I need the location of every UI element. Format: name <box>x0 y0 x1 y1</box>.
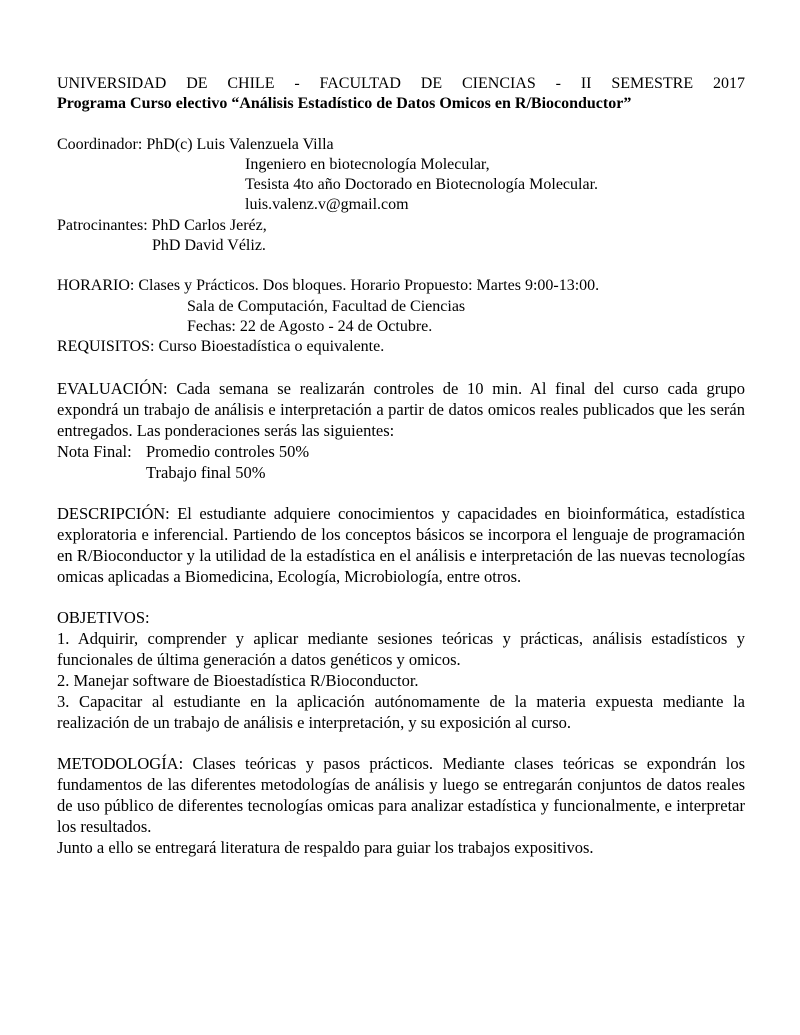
university-title-line: UNIVERSIDAD DE CHILE - FACULTAD DE CIENCIAS - II SEMESTRE 2017 <box>57 75 745 92</box>
schedule-room-line: Sala de Computación, Facultad de Ciencias <box>187 297 466 315</box>
objective-item-2: 2. Manejar software de Bioestadística R/Bioconductor. <box>57 670 419 690</box>
final-grade-label: Nota Final: <box>57 441 132 461</box>
methodology-paragraph: METODOLOGÍA: Clases teóricas y pasos prácticos. Mediante clases teóricas se expondrán los fundamentos de las diferentes metodologías de análisis y luego se entregarán conjuntos de datos reales de uso público de diferentes tecnologías omicas para analizar estadística y funcionalmente, e interpretar los resultados. <box>57 753 745 836</box>
schedule-line: HORARIO: Clases y Prácticos. Dos bloques. Horario Propuesto: Martes 9:00-13:00. <box>57 277 600 295</box>
methodology-closing-line: Junto a ello se entregará literatura de respaldo para guiar los trabajos expositivos. <box>57 837 594 857</box>
document-header <box>57 74 745 115</box>
schedule-dates-line: Fechas: 22 de Agosto - 24 de Octubre. <box>187 317 433 335</box>
sponsors-line-2: PhD David Véliz. <box>152 237 266 255</box>
coordinator-line: Coordinador: PhD(c) Luis Valenzuela Villa <box>57 135 334 153</box>
program-title-line: Programa Curso electivo “Análisis Estadístico de Datos Omicos en R/Bioconductor” <box>57 95 632 113</box>
evaluation-paragraph: EVALUACIÓN: Cada semana se realizarán controles de 10 min. Al final del curso cada grupo expondrá un trabajo de análisis e interpretación a partir de datos omicos reales publicados que les serán entregados. Las ponderaciones serás las siguientes: <box>57 378 745 440</box>
objective-item-1: 1. Adquirir, comprender y aplicar mediante sesiones teóricas y prácticas, análisis estadísticos y funcionales de última generación a datos genéticos y omicos. <box>57 628 745 669</box>
staff-section <box>57 135 745 257</box>
methodology-section <box>57 753 745 858</box>
requirements-line: REQUISITOS: Curso Bioestadística o equivalente. <box>57 338 385 356</box>
objectives-section <box>57 607 745 733</box>
description-paragraph: DESCRIPCIÓN: El estudiante adquiere conocimientos y capacidades en bioinformática, estadística exploratoria e inferencial. Partiendo de los conceptos básicos se incorpora el lenguaje de programación en R/Bioconductor y la utilidad de la estadística en el análisis e interpretación de las nuevas tecnologías omicas aplicadas a Biomedicina, Ecología, Microbiología, entre otros. <box>57 503 745 586</box>
objectives-heading: OBJETIVOS: <box>57 607 150 627</box>
evaluation-section <box>57 378 745 483</box>
coordinator-email: luis.valenz.v@gmail.com <box>245 196 409 214</box>
grade-component-2: Trabajo final 50% <box>146 462 266 482</box>
coordinator-detail-thesis: Tesista 4to año Doctorado en Biotecnología Molecular. <box>245 176 599 194</box>
grade-component-1: Promedio controles 50% <box>146 441 310 461</box>
final-grade-row <box>57 441 745 462</box>
sponsors-line-1: Patrocinantes: PhD Carlos Jeréz, <box>57 216 267 234</box>
schedule-section <box>57 276 745 357</box>
description-section <box>57 503 745 587</box>
coordinator-detail-degree: Ingeniero en biotecnología Molecular, <box>245 155 490 173</box>
objective-item-3: 3. Capacitar al estudiante en la aplicación autónomamente de la materia expuesta mediante la realización de un trabajo de análisis e interpretación, y su exposición al curso. <box>57 691 745 732</box>
